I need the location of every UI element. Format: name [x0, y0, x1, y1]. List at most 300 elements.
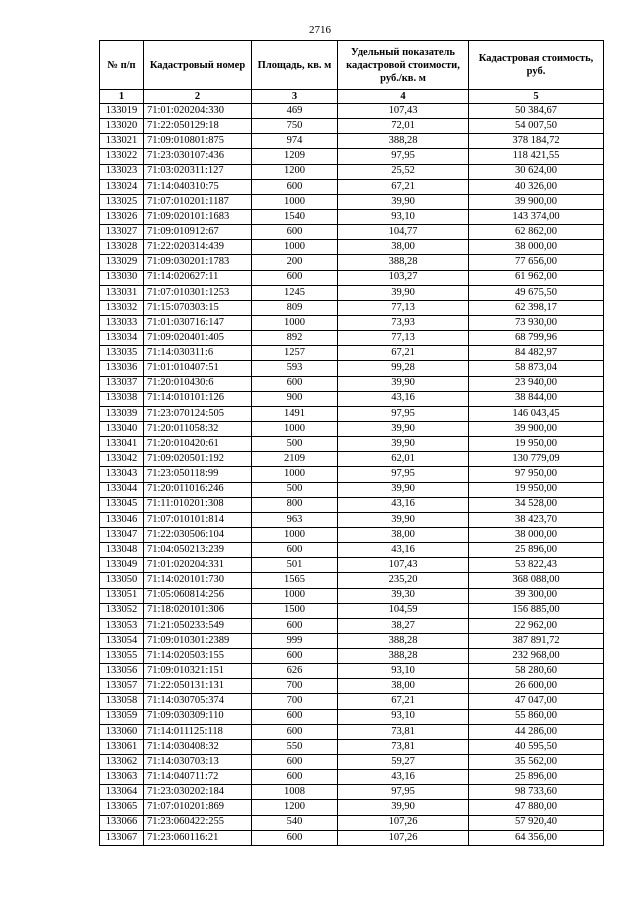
row-number-cell: 133043 — [100, 467, 144, 482]
table-row — [100, 376, 604, 391]
specific-value-cell: 73,81 — [338, 739, 469, 754]
row-number-cell: 133034 — [100, 331, 144, 346]
cadastral-cost-cell: 130 779,09 — [469, 452, 604, 467]
cadastral-number-cell: 71:14:020627:11 — [144, 270, 252, 285]
row-number-cell: 133035 — [100, 346, 144, 361]
cadastral-cost-cell: 40 326,00 — [469, 179, 604, 194]
row-number-cell: 133067 — [100, 830, 144, 845]
area-cell: 892 — [252, 331, 338, 346]
cadastral-number-cell: 71:22:050131:131 — [144, 679, 252, 694]
cadastral-number-cell: 71:18:020101:306 — [144, 603, 252, 618]
header-specific-value: Удельный показатель кадастровой стоимости, руб./кв. м — [338, 41, 469, 90]
table-row — [100, 755, 604, 770]
cadastral-number-cell: 71:11:010201:308 — [144, 497, 252, 512]
cadastral-number-cell: 71:15:070303:15 — [144, 300, 252, 315]
table-row — [100, 573, 604, 588]
area-cell: 1257 — [252, 346, 338, 361]
table-row — [100, 421, 604, 436]
cadastral-number-cell: 71:14:040711:72 — [144, 770, 252, 785]
area-cell: 501 — [252, 558, 338, 573]
table-row — [100, 512, 604, 527]
table-row — [100, 270, 604, 285]
cadastral-cost-cell: 47 047,00 — [469, 694, 604, 709]
cadastral-cost-cell: 64 356,00 — [469, 830, 604, 845]
row-number-cell: 133036 — [100, 361, 144, 376]
specific-value-cell: 25,52 — [338, 164, 469, 179]
index-cell: 3 — [252, 90, 338, 104]
table-row — [100, 558, 604, 573]
index-cell: 4 — [338, 90, 469, 104]
cadastral-number-cell: 71:01:020204:330 — [144, 104, 252, 119]
area-cell: 800 — [252, 497, 338, 512]
cadastral-number-cell: 71:23:030202:184 — [144, 785, 252, 800]
table-header-row — [100, 41, 604, 90]
table-row — [100, 194, 604, 209]
cadastral-cost-cell: 62 398,17 — [469, 300, 604, 315]
specific-value-cell: 77,13 — [338, 300, 469, 315]
row-number-cell: 133062 — [100, 755, 144, 770]
cadastral-number-cell: 71:23:070124:505 — [144, 406, 252, 421]
row-number-cell: 133042 — [100, 452, 144, 467]
row-number-cell: 133053 — [100, 618, 144, 633]
cadastral-number-cell: 71:07:010201:869 — [144, 800, 252, 815]
row-number-cell: 133047 — [100, 527, 144, 542]
row-number-cell: 133054 — [100, 633, 144, 648]
area-cell: 550 — [252, 739, 338, 754]
area-cell: 1565 — [252, 573, 338, 588]
row-number-cell: 133051 — [100, 588, 144, 603]
cadastral-number-cell: 71:22:030506:104 — [144, 527, 252, 542]
table-row — [100, 800, 604, 815]
specific-value-cell: 73,93 — [338, 315, 469, 330]
cadastral-number-cell: 71:23:030107:436 — [144, 149, 252, 164]
table-row — [100, 164, 604, 179]
table-row — [100, 709, 604, 724]
table-row — [100, 603, 604, 618]
table-row — [100, 134, 604, 149]
table-row — [100, 633, 604, 648]
specific-value-cell: 39,90 — [338, 376, 469, 391]
area-cell: 626 — [252, 664, 338, 679]
cadastral-number-cell: 71:14:020101:730 — [144, 573, 252, 588]
table-index-row — [100, 90, 604, 104]
index-cell: 1 — [100, 90, 144, 104]
table-row — [100, 225, 604, 240]
cadastral-cost-cell: 40 595,50 — [469, 739, 604, 754]
cadastral-cost-cell: 57 920,40 — [469, 815, 604, 830]
page-number: 2716 — [309, 24, 331, 36]
cadastral-number-cell: 71:07:010101:814 — [144, 512, 252, 527]
index-cell: 2 — [144, 90, 252, 104]
table-row — [100, 724, 604, 739]
area-cell: 1000 — [252, 194, 338, 209]
specific-value-cell: 39,90 — [338, 437, 469, 452]
header-row-number: № п/п — [100, 41, 144, 90]
specific-value-cell: 388,28 — [338, 134, 469, 149]
specific-value-cell: 103,27 — [338, 270, 469, 285]
area-cell: 600 — [252, 709, 338, 724]
specific-value-cell: 73,81 — [338, 724, 469, 739]
cadastral-number-cell: 71:22:020314:439 — [144, 240, 252, 255]
specific-value-cell: 38,00 — [338, 240, 469, 255]
specific-value-cell: 39,90 — [338, 482, 469, 497]
table-row — [100, 452, 604, 467]
row-number-cell: 133021 — [100, 134, 144, 149]
cadastral-cost-cell: 39 300,00 — [469, 588, 604, 603]
table-row — [100, 406, 604, 421]
cadastral-cost-cell: 62 862,00 — [469, 225, 604, 240]
row-number-cell: 133058 — [100, 694, 144, 709]
row-number-cell: 133022 — [100, 149, 144, 164]
row-number-cell: 133048 — [100, 543, 144, 558]
cadastral-number-cell: 71:20:011058:32 — [144, 421, 252, 436]
cadastral-number-cell: 71:23:050118:99 — [144, 467, 252, 482]
specific-value-cell: 235,20 — [338, 573, 469, 588]
cadastral-number-cell: 71:14:030408:32 — [144, 739, 252, 754]
specific-value-cell: 107,43 — [338, 558, 469, 573]
cadastral-number-cell: 71:04:050213:239 — [144, 543, 252, 558]
area-cell: 700 — [252, 694, 338, 709]
specific-value-cell: 388,28 — [338, 255, 469, 270]
cadastral-number-cell: 71:01:030716:147 — [144, 315, 252, 330]
cadastral-cost-cell: 61 962,00 — [469, 270, 604, 285]
cadastral-cost-cell: 38 000,00 — [469, 240, 604, 255]
row-number-cell: 133063 — [100, 770, 144, 785]
table-row — [100, 527, 604, 542]
area-cell: 1491 — [252, 406, 338, 421]
row-number-cell: 133029 — [100, 255, 144, 270]
cadastral-number-cell: 71:09:020101:1683 — [144, 209, 252, 224]
cadastral-number-cell: 71:09:030201:1783 — [144, 255, 252, 270]
area-cell: 593 — [252, 361, 338, 376]
table-row — [100, 618, 604, 633]
row-number-cell: 133041 — [100, 437, 144, 452]
row-number-cell: 133033 — [100, 315, 144, 330]
specific-value-cell: 388,28 — [338, 649, 469, 664]
table-row — [100, 543, 604, 558]
cadastral-number-cell: 71:09:010801:875 — [144, 134, 252, 149]
cadastral-cost-cell: 50 384,67 — [469, 104, 604, 119]
area-cell: 1008 — [252, 785, 338, 800]
cadastral-cost-cell: 77 656,00 — [469, 255, 604, 270]
row-number-cell: 133030 — [100, 270, 144, 285]
specific-value-cell: 38,00 — [338, 527, 469, 542]
cadastral-number-cell: 71:09:020501:192 — [144, 452, 252, 467]
area-cell: 999 — [252, 633, 338, 648]
specific-value-cell: 67,21 — [338, 694, 469, 709]
specific-value-cell: 43,16 — [338, 543, 469, 558]
cadastral-number-cell: 71:09:010321:151 — [144, 664, 252, 679]
area-cell: 600 — [252, 770, 338, 785]
cadastral-cost-cell: 22 962,00 — [469, 618, 604, 633]
cadastral-cost-cell: 146 043,45 — [469, 406, 604, 421]
row-number-cell: 133028 — [100, 240, 144, 255]
specific-value-cell: 67,21 — [338, 346, 469, 361]
area-cell: 600 — [252, 543, 338, 558]
area-cell: 2109 — [252, 452, 338, 467]
area-cell: 600 — [252, 618, 338, 633]
area-cell: 1000 — [252, 315, 338, 330]
table-row — [100, 255, 604, 270]
area-cell: 600 — [252, 649, 338, 664]
cadastral-cost-cell: 97 950,00 — [469, 467, 604, 482]
cadastral-cost-cell: 23 940,00 — [469, 376, 604, 391]
cadastral-number-cell: 71:14:040310:75 — [144, 179, 252, 194]
cadastral-cost-cell: 58 280,60 — [469, 664, 604, 679]
cadastral-cost-cell: 39 900,00 — [469, 194, 604, 209]
area-cell: 1200 — [252, 800, 338, 815]
area-cell: 469 — [252, 104, 338, 119]
area-cell: 540 — [252, 815, 338, 830]
row-number-cell: 133056 — [100, 664, 144, 679]
area-cell: 500 — [252, 482, 338, 497]
row-number-cell: 133025 — [100, 194, 144, 209]
cadastral-cost-cell: 232 968,00 — [469, 649, 604, 664]
cadastral-number-cell: 71:20:010430:6 — [144, 376, 252, 391]
area-cell: 600 — [252, 270, 338, 285]
area-cell: 750 — [252, 119, 338, 134]
cadastral-number-cell: 71:05:060814:256 — [144, 588, 252, 603]
row-number-cell: 133065 — [100, 800, 144, 815]
specific-value-cell: 99,28 — [338, 361, 469, 376]
row-number-cell: 133057 — [100, 679, 144, 694]
specific-value-cell: 93,10 — [338, 664, 469, 679]
cadastral-number-cell: 71:23:060116:21 — [144, 830, 252, 845]
area-cell: 1000 — [252, 527, 338, 542]
cadastral-cost-cell: 53 822,43 — [469, 558, 604, 573]
cadastral-cost-cell: 26 600,00 — [469, 679, 604, 694]
cadastral-cost-cell: 34 528,00 — [469, 497, 604, 512]
area-cell: 1245 — [252, 285, 338, 300]
area-cell: 974 — [252, 134, 338, 149]
table-row — [100, 331, 604, 346]
cadastral-cost-cell: 68 799,96 — [469, 331, 604, 346]
area-cell: 600 — [252, 225, 338, 240]
specific-value-cell: 77,13 — [338, 331, 469, 346]
table-row — [100, 467, 604, 482]
table-row — [100, 240, 604, 255]
table-row — [100, 497, 604, 512]
row-number-cell: 133059 — [100, 709, 144, 724]
specific-value-cell: 93,10 — [338, 209, 469, 224]
cadastral-cost-cell: 387 891,72 — [469, 633, 604, 648]
row-number-cell: 133024 — [100, 179, 144, 194]
table-row — [100, 588, 604, 603]
header-cadastral-cost: Кадастровая стоимость, руб. — [469, 41, 604, 90]
cadastral-value-table — [99, 40, 604, 846]
cadastral-cost-cell: 55 860,00 — [469, 709, 604, 724]
cadastral-number-cell: 71:07:010301:1253 — [144, 285, 252, 300]
cadastral-number-cell: 71:14:030311:6 — [144, 346, 252, 361]
row-number-cell: 133040 — [100, 421, 144, 436]
specific-value-cell: 59,27 — [338, 755, 469, 770]
cadastral-number-cell: 71:09:020401:405 — [144, 331, 252, 346]
specific-value-cell: 104,77 — [338, 225, 469, 240]
area-cell: 1000 — [252, 240, 338, 255]
cadastral-number-cell: 71:20:011016:246 — [144, 482, 252, 497]
cadastral-cost-cell: 118 421,55 — [469, 149, 604, 164]
cadastral-cost-cell: 35 562,00 — [469, 755, 604, 770]
specific-value-cell: 62,01 — [338, 452, 469, 467]
area-cell: 1000 — [252, 588, 338, 603]
cadastral-cost-cell: 156 885,00 — [469, 603, 604, 618]
cadastral-number-cell: 71:09:010301:2389 — [144, 633, 252, 648]
table-row — [100, 437, 604, 452]
cadastral-cost-cell: 39 900,00 — [469, 421, 604, 436]
specific-value-cell: 67,21 — [338, 179, 469, 194]
area-cell: 600 — [252, 179, 338, 194]
area-cell: 900 — [252, 391, 338, 406]
table-row — [100, 679, 604, 694]
table-body — [100, 104, 604, 846]
cadastral-number-cell: 71:03:020311:127 — [144, 164, 252, 179]
cadastral-cost-cell: 98 733,60 — [469, 785, 604, 800]
cadastral-cost-cell: 58 873,04 — [469, 361, 604, 376]
table-row — [100, 315, 604, 330]
table-row — [100, 694, 604, 709]
specific-value-cell: 104,59 — [338, 603, 469, 618]
cadastral-number-cell: 71:23:060422:255 — [144, 815, 252, 830]
table-row — [100, 815, 604, 830]
header-cadastral-number: Кадастровый номер — [144, 41, 252, 90]
cadastral-cost-cell: 19 950,00 — [469, 482, 604, 497]
cadastral-cost-cell: 44 286,00 — [469, 724, 604, 739]
table-row — [100, 104, 604, 119]
cadastral-number-cell: 71:14:011125:118 — [144, 724, 252, 739]
area-cell: 600 — [252, 376, 338, 391]
row-number-cell: 133023 — [100, 164, 144, 179]
area-cell: 963 — [252, 512, 338, 527]
table-row — [100, 285, 604, 300]
cadastral-cost-cell: 54 007,50 — [469, 119, 604, 134]
row-number-cell: 133044 — [100, 482, 144, 497]
table-row — [100, 300, 604, 315]
header-area: Площадь, кв. м — [252, 41, 338, 90]
cadastral-cost-cell: 84 482,97 — [469, 346, 604, 361]
cadastral-number-cell: 71:22:050129:18 — [144, 119, 252, 134]
table-row — [100, 739, 604, 754]
table-row — [100, 482, 604, 497]
row-number-cell: 133020 — [100, 119, 144, 134]
specific-value-cell: 38,27 — [338, 618, 469, 633]
area-cell: 1540 — [252, 209, 338, 224]
cadastral-number-cell: 71:14:030703:13 — [144, 755, 252, 770]
table-row — [100, 119, 604, 134]
table-row — [100, 785, 604, 800]
specific-value-cell: 107,26 — [338, 830, 469, 845]
row-number-cell: 133038 — [100, 391, 144, 406]
specific-value-cell: 39,90 — [338, 421, 469, 436]
table-row — [100, 830, 604, 845]
cadastral-cost-cell: 49 675,50 — [469, 285, 604, 300]
specific-value-cell: 43,16 — [338, 770, 469, 785]
cadastral-cost-cell: 47 880,00 — [469, 800, 604, 815]
table-row — [100, 179, 604, 194]
specific-value-cell: 97,95 — [338, 149, 469, 164]
specific-value-cell: 388,28 — [338, 633, 469, 648]
specific-value-cell: 93,10 — [338, 709, 469, 724]
row-number-cell: 133064 — [100, 785, 144, 800]
cadastral-cost-cell: 25 896,00 — [469, 770, 604, 785]
row-number-cell: 133060 — [100, 724, 144, 739]
cadastral-cost-cell: 30 624,00 — [469, 164, 604, 179]
row-number-cell: 133039 — [100, 406, 144, 421]
cadastral-number-cell: 71:20:010420:61 — [144, 437, 252, 452]
specific-value-cell: 97,95 — [338, 406, 469, 421]
specific-value-cell: 107,26 — [338, 815, 469, 830]
row-number-cell: 133037 — [100, 376, 144, 391]
row-number-cell: 133050 — [100, 573, 144, 588]
cadastral-cost-cell: 368 088,00 — [469, 573, 604, 588]
specific-value-cell: 97,95 — [338, 785, 469, 800]
table-row — [100, 770, 604, 785]
row-number-cell: 133031 — [100, 285, 144, 300]
cadastral-cost-cell: 378 184,72 — [469, 134, 604, 149]
area-cell: 1000 — [252, 467, 338, 482]
table-row — [100, 149, 604, 164]
row-number-cell: 133045 — [100, 497, 144, 512]
specific-value-cell: 39,90 — [338, 800, 469, 815]
table-row — [100, 346, 604, 361]
area-cell: 1500 — [252, 603, 338, 618]
table-row — [100, 391, 604, 406]
row-number-cell: 133055 — [100, 649, 144, 664]
cadastral-cost-cell: 38 423,70 — [469, 512, 604, 527]
cadastral-cost-cell: 38 844,00 — [469, 391, 604, 406]
row-number-cell: 133049 — [100, 558, 144, 573]
area-cell: 809 — [252, 300, 338, 315]
table-row — [100, 361, 604, 376]
area-cell: 600 — [252, 724, 338, 739]
area-cell: 1000 — [252, 421, 338, 436]
specific-value-cell: 107,43 — [338, 104, 469, 119]
specific-value-cell: 38,00 — [338, 679, 469, 694]
cadastral-number-cell: 71:01:020204:331 — [144, 558, 252, 573]
specific-value-cell: 39,90 — [338, 285, 469, 300]
area-cell: 600 — [252, 830, 338, 845]
cadastral-cost-cell: 19 950,00 — [469, 437, 604, 452]
row-number-cell: 133046 — [100, 512, 144, 527]
area-cell: 500 — [252, 437, 338, 452]
table-row — [100, 209, 604, 224]
area-cell: 1200 — [252, 164, 338, 179]
cadastral-number-cell: 71:14:030705:374 — [144, 694, 252, 709]
specific-value-cell: 97,95 — [338, 467, 469, 482]
area-cell: 600 — [252, 755, 338, 770]
row-number-cell: 133032 — [100, 300, 144, 315]
table-row — [100, 649, 604, 664]
row-number-cell: 133026 — [100, 209, 144, 224]
specific-value-cell: 72,01 — [338, 119, 469, 134]
row-number-cell: 133019 — [100, 104, 144, 119]
row-number-cell: 133061 — [100, 739, 144, 754]
row-number-cell: 133066 — [100, 815, 144, 830]
cadastral-number-cell: 71:14:010101:126 — [144, 391, 252, 406]
specific-value-cell: 43,16 — [338, 391, 469, 406]
area-cell: 200 — [252, 255, 338, 270]
cadastral-cost-cell: 73 930,00 — [469, 315, 604, 330]
cadastral-number-cell: 71:21:050233:549 — [144, 618, 252, 633]
cadastral-number-cell: 71:01:010407:51 — [144, 361, 252, 376]
index-cell: 5 — [469, 90, 604, 104]
cadastral-cost-cell: 38 000,00 — [469, 527, 604, 542]
cadastral-number-cell: 71:07:010201:1187 — [144, 194, 252, 209]
specific-value-cell: 39,90 — [338, 194, 469, 209]
cadastral-number-cell: 71:14:020503:155 — [144, 649, 252, 664]
row-number-cell: 133027 — [100, 225, 144, 240]
specific-value-cell: 39,30 — [338, 588, 469, 603]
area-cell: 1209 — [252, 149, 338, 164]
